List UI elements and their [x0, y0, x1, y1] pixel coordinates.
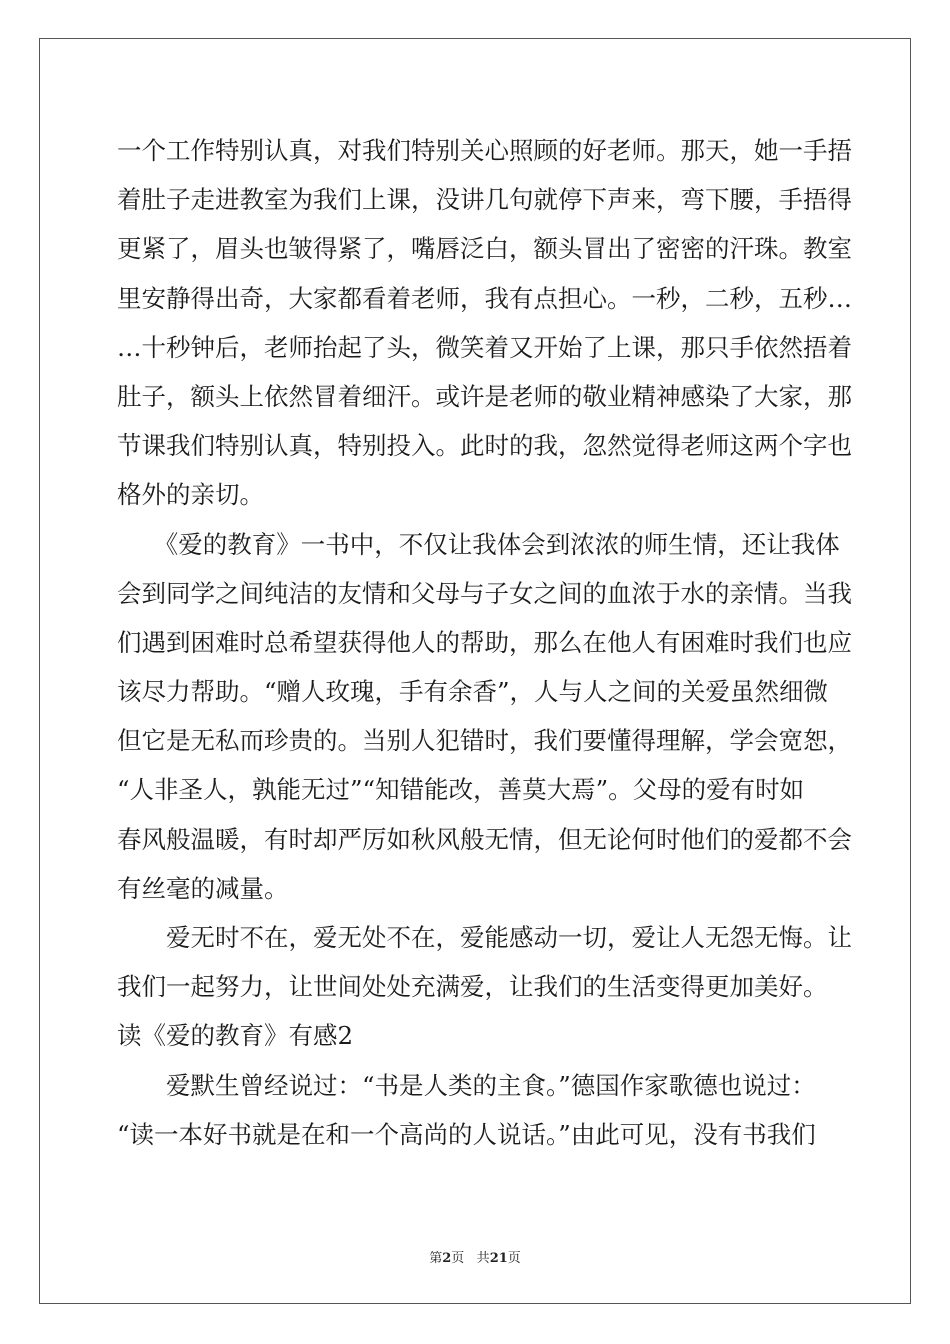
- text-line: 一个工作特别认真，对我们特别关心照顾的好老师。那天，她一手捂: [117, 136, 852, 165]
- text-line: 《爱的教育》一书中，不仅让我体会到浓浓的师生情，还让我体: [117, 529, 840, 559]
- page-footer: [0, 1247, 950, 1266]
- page-suffix: 页: [451, 1251, 465, 1266]
- text-line: 我们一起努力，让世间处处充满爱，让我们的生活变得更加美好。: [117, 972, 828, 1002]
- document-body: [117, 126, 852, 1159]
- text-line: “人非圣人，孰能无过”“知错能改，善莫大焉”。父母的爱有时如: [117, 775, 805, 805]
- total-suffix: 页: [507, 1251, 521, 1266]
- text-line: 春风般温暖，有时却严厉如秋风般无情，但无论何时他们的爱都不会: [117, 824, 852, 854]
- text-line: 但它是无私而珍贵的。当别人犯错时，我们要懂得理解，学会宽恕，: [117, 726, 852, 756]
- text-line: 会到同学之间纯洁的友情和父母与子女之间的血浓于水的亲情。当我: [117, 578, 852, 608]
- text-line: 里安静得出奇，大家都看着老师，我有点担心。一秒，二秒，五秒…: [117, 283, 852, 313]
- section-heading: 读《爱的教育》有感2: [117, 1021, 354, 1051]
- text-line: 肚子，额头上依然冒着细汗。或许是老师的敬业精神感染了大家，那: [117, 381, 852, 411]
- text-line: 爱默生曾经说过：“书是人类的主食。”德国作家歌德也说过：: [117, 1070, 816, 1100]
- text-line: 节课我们特别认真，特别投入。此时的我，忽然觉得老师这两个字也: [117, 431, 852, 461]
- text-line: 格外的亲切。: [117, 480, 264, 510]
- page-number: 2: [442, 1251, 452, 1266]
- text-line: 爱无时不在，爱无处不在，爱能感动一切，爱让人无怨无悔。让: [117, 923, 852, 952]
- text-line: 着肚子走进教室为我们上课，没讲几句就停下声来，弯下腰，手捂得: [117, 185, 852, 215]
- text-line: …十秒钟后，老师抬起了头，微笑着又开始了上课，那只手依然捂着: [117, 332, 852, 362]
- text-line: 们遇到困难时总希望获得他人的帮助，那么在他人有困难时我们也应: [117, 627, 852, 657]
- total-prefix: 共: [476, 1251, 490, 1266]
- page-prefix: 第: [429, 1251, 443, 1266]
- text-line: 该尽力帮助。“赠人玫瑰，手有余香”，人与人之间的关爱虽然细微: [117, 677, 829, 707]
- text-line: 有丝毫的减量。: [117, 873, 289, 903]
- text-line: 更紧了，眉头也皱得紧了，嘴唇泛白，额头冒出了密密的汗珠。教室: [117, 234, 852, 264]
- text-line: “读一本好书就是在和一个高尚的人说话。”由此可见，没有书我们: [117, 1119, 816, 1149]
- total-pages: 21: [489, 1251, 508, 1266]
